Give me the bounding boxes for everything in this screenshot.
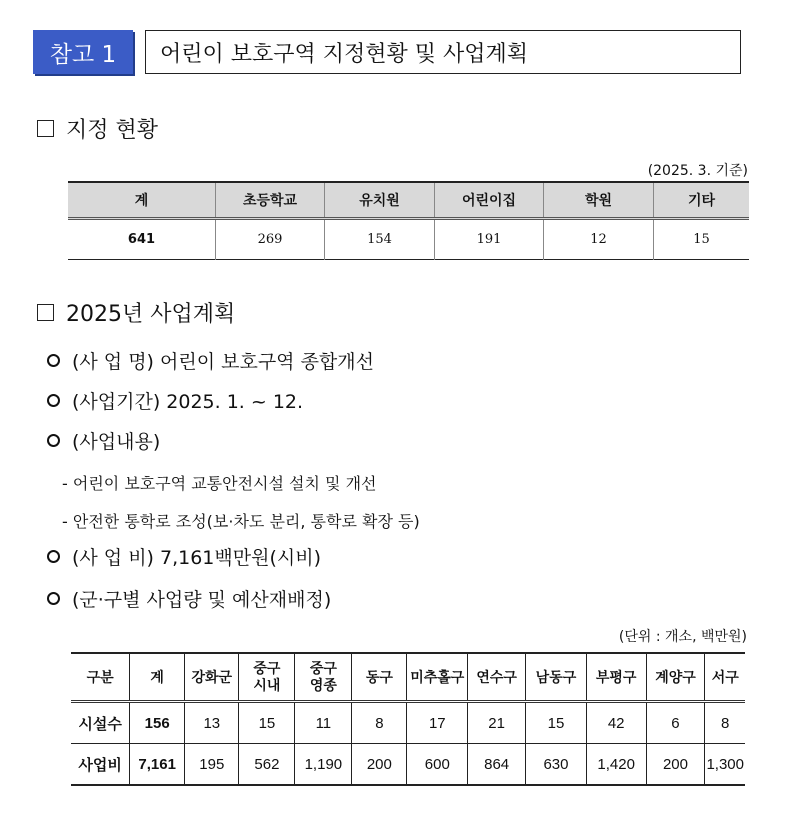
status-table-header: 어린이집 [435,182,544,219]
section-heading-status-text: 지정 현황 [66,117,159,143]
circle-bullet-icon [47,434,60,447]
budget-table-cell: 21 [468,702,526,744]
budget-table-cell: 562 [239,744,295,786]
status-table-header: 계 [68,182,216,219]
budget-table-cell: 195 [185,744,239,786]
plan-item-text: (사업내용) [72,430,161,453]
budget-table-header-line: 중구 [309,660,337,676]
budget-table-cell: 8 [352,702,407,744]
budget-table-cell: 1,300 [705,744,745,786]
budget-table-cell: 15 [526,702,587,744]
budget-table-header-line: 시내 [253,677,281,693]
budget-table-cell: 7,161 [130,744,185,786]
budget-table-cell: 17 [407,702,468,744]
plan-item [47,346,374,374]
plan-item-text: (사 업 비) 7,161백만원(시비) [72,546,321,569]
plan-sub-item: - 어린이 보호구역 교통안전시설 설치 및 개선 [62,474,377,493]
circle-bullet-icon [47,592,60,605]
circle-bullet-icon [47,394,60,407]
budget-table-cell: 11 [295,702,352,744]
budget-table-cell: 13 [185,702,239,744]
status-table-header-row [68,182,749,219]
budget-table-header: 서구 [705,653,745,702]
budget-table-cell: 864 [468,744,526,786]
budget-table-header: 동구 [352,653,407,702]
status-table-note: (2025. 3. 기준) [647,163,748,179]
plan-item [47,584,331,612]
budget-table-header: 연수구 [468,653,526,702]
budget-table-header: 남동구 [526,653,587,702]
circle-bullet-icon [47,354,60,367]
status-table-cell: 15 [693,232,710,247]
status-table-cell: 269 [216,219,325,260]
budget-table-header [295,653,352,702]
budget-table-cell: 42 [586,702,646,744]
status-table-header: 초등학교 [216,182,325,219]
budget-table-header-line: 영종 [309,677,337,693]
budget-table-header: 미추홀구 [407,653,468,702]
budget-table-header: 부평구 [586,653,646,702]
budget-table-row [71,702,745,744]
budget-table-cell: 6 [646,702,705,744]
page-title [145,30,741,74]
budget-table-cell: 1,190 [295,744,352,786]
budget-table-cell: 1,420 [586,744,646,786]
budget-table-cell: 사업비 [71,744,130,786]
budget-table-cell: 15 [239,702,295,744]
status-table [68,181,749,260]
page-title-text: 어린이 보호구역 지정현황 및 사업계획 [160,41,529,67]
budget-table-header: 계 [130,653,185,702]
budget-table-header: 강화군 [185,653,239,702]
status-table-row [68,219,749,260]
section-heading-plan [37,297,235,327]
budget-table-note: (단위 : 개소, 백만원) [618,629,747,645]
budget-table-cell: 8 [705,702,745,744]
plan-item [47,542,321,570]
plan-sub-item: - 안전한 통학로 조성(보·차도 분리, 통학로 확장 등) [62,512,420,531]
checkbox-square-icon [37,304,54,321]
section-heading-plan-text: 2025년 사업계획 [66,301,236,327]
plan-item-text: (사 업 명) 어린이 보호구역 종합개선 [72,350,374,373]
plan-item-text: (사업기간) 2025. 1. ~ 12. [72,390,304,413]
status-table-header: 학원 [544,182,654,219]
status-table-cell: 641 [68,219,216,260]
status-table-header: 유치원 [325,182,435,219]
checkbox-square-icon [37,120,54,137]
status-table-cell: 191 [435,219,544,260]
appendix-tag: 참고 1 [33,30,133,74]
status-table-cell: 154 [325,219,435,260]
budget-table-header-row [71,653,745,702]
plan-item-text: (군·구별 사업량 및 예산재배정) [72,588,332,611]
budget-table-header: 구분 [71,653,130,702]
budget-table-header-line: 중구 [253,660,281,676]
budget-table-row [71,744,745,786]
budget-table-cell: 630 [526,744,587,786]
plan-item [47,386,303,414]
status-table-header: 기타 [654,182,750,219]
budget-table-cell: 시설수 [71,702,130,744]
circle-bullet-icon [47,550,60,563]
plan-item [47,426,160,454]
section-heading-status [37,113,158,143]
status-table-cell: 12 [544,219,654,260]
budget-table-cell: 600 [407,744,468,786]
budget-table-cell: 200 [646,744,705,786]
budget-table-header [239,653,295,702]
budget-table-header: 계양구 [646,653,705,702]
budget-table-cell: 200 [352,744,407,786]
budget-table-cell: 156 [130,702,185,744]
budget-table [71,652,745,786]
